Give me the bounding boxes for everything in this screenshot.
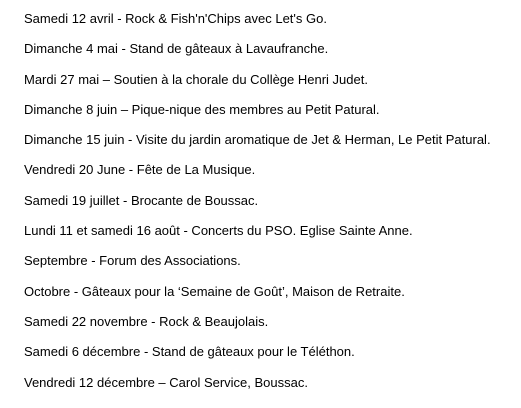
event-item: Samedi 6 décembre - Stand de gâteaux pour le Téléthon. [24, 344, 355, 360]
event-item: Septembre - Forum des Associations. [24, 253, 241, 269]
event-item: Vendredi 12 décembre – Carol Service, Boussac. [24, 374, 308, 390]
event-item: Dimanche 4 mai - Stand de gâteaux à Lavaufranche. [24, 41, 329, 57]
event-item: Lundi 11 et samedi 16 août - Concerts du PSO. Eglise Sainte Anne. [24, 223, 413, 239]
event-item: Samedi 22 novembre - Rock & Beaujolais. [24, 313, 269, 329]
event-item: Samedi 19 juillet - Brocante de Boussac. [24, 192, 259, 208]
event-item: Samedi 12 avril - Rock & Fish'n'Chips avec Let's Go. [24, 11, 327, 26]
event-item: Mardi 27 mai – Soutien à la chorale du Collège Henri Judet. [24, 71, 368, 87]
event-item: Vendredi 20 June - Fête de La Musique. [24, 162, 256, 178]
event-list [24, 10, 491, 404]
event-item: Dimanche 8 juin – Pique-nique des membres au Petit Patural. [24, 101, 380, 117]
event-item: Octobre - Gâteaux pour la ‘Semaine de Goût’, Maison de Retraite. [24, 283, 405, 299]
event-item: Dimanche 15 juin - Visite du jardin aromatique de Jet & Herman, Le Petit Patural. [24, 132, 491, 148]
